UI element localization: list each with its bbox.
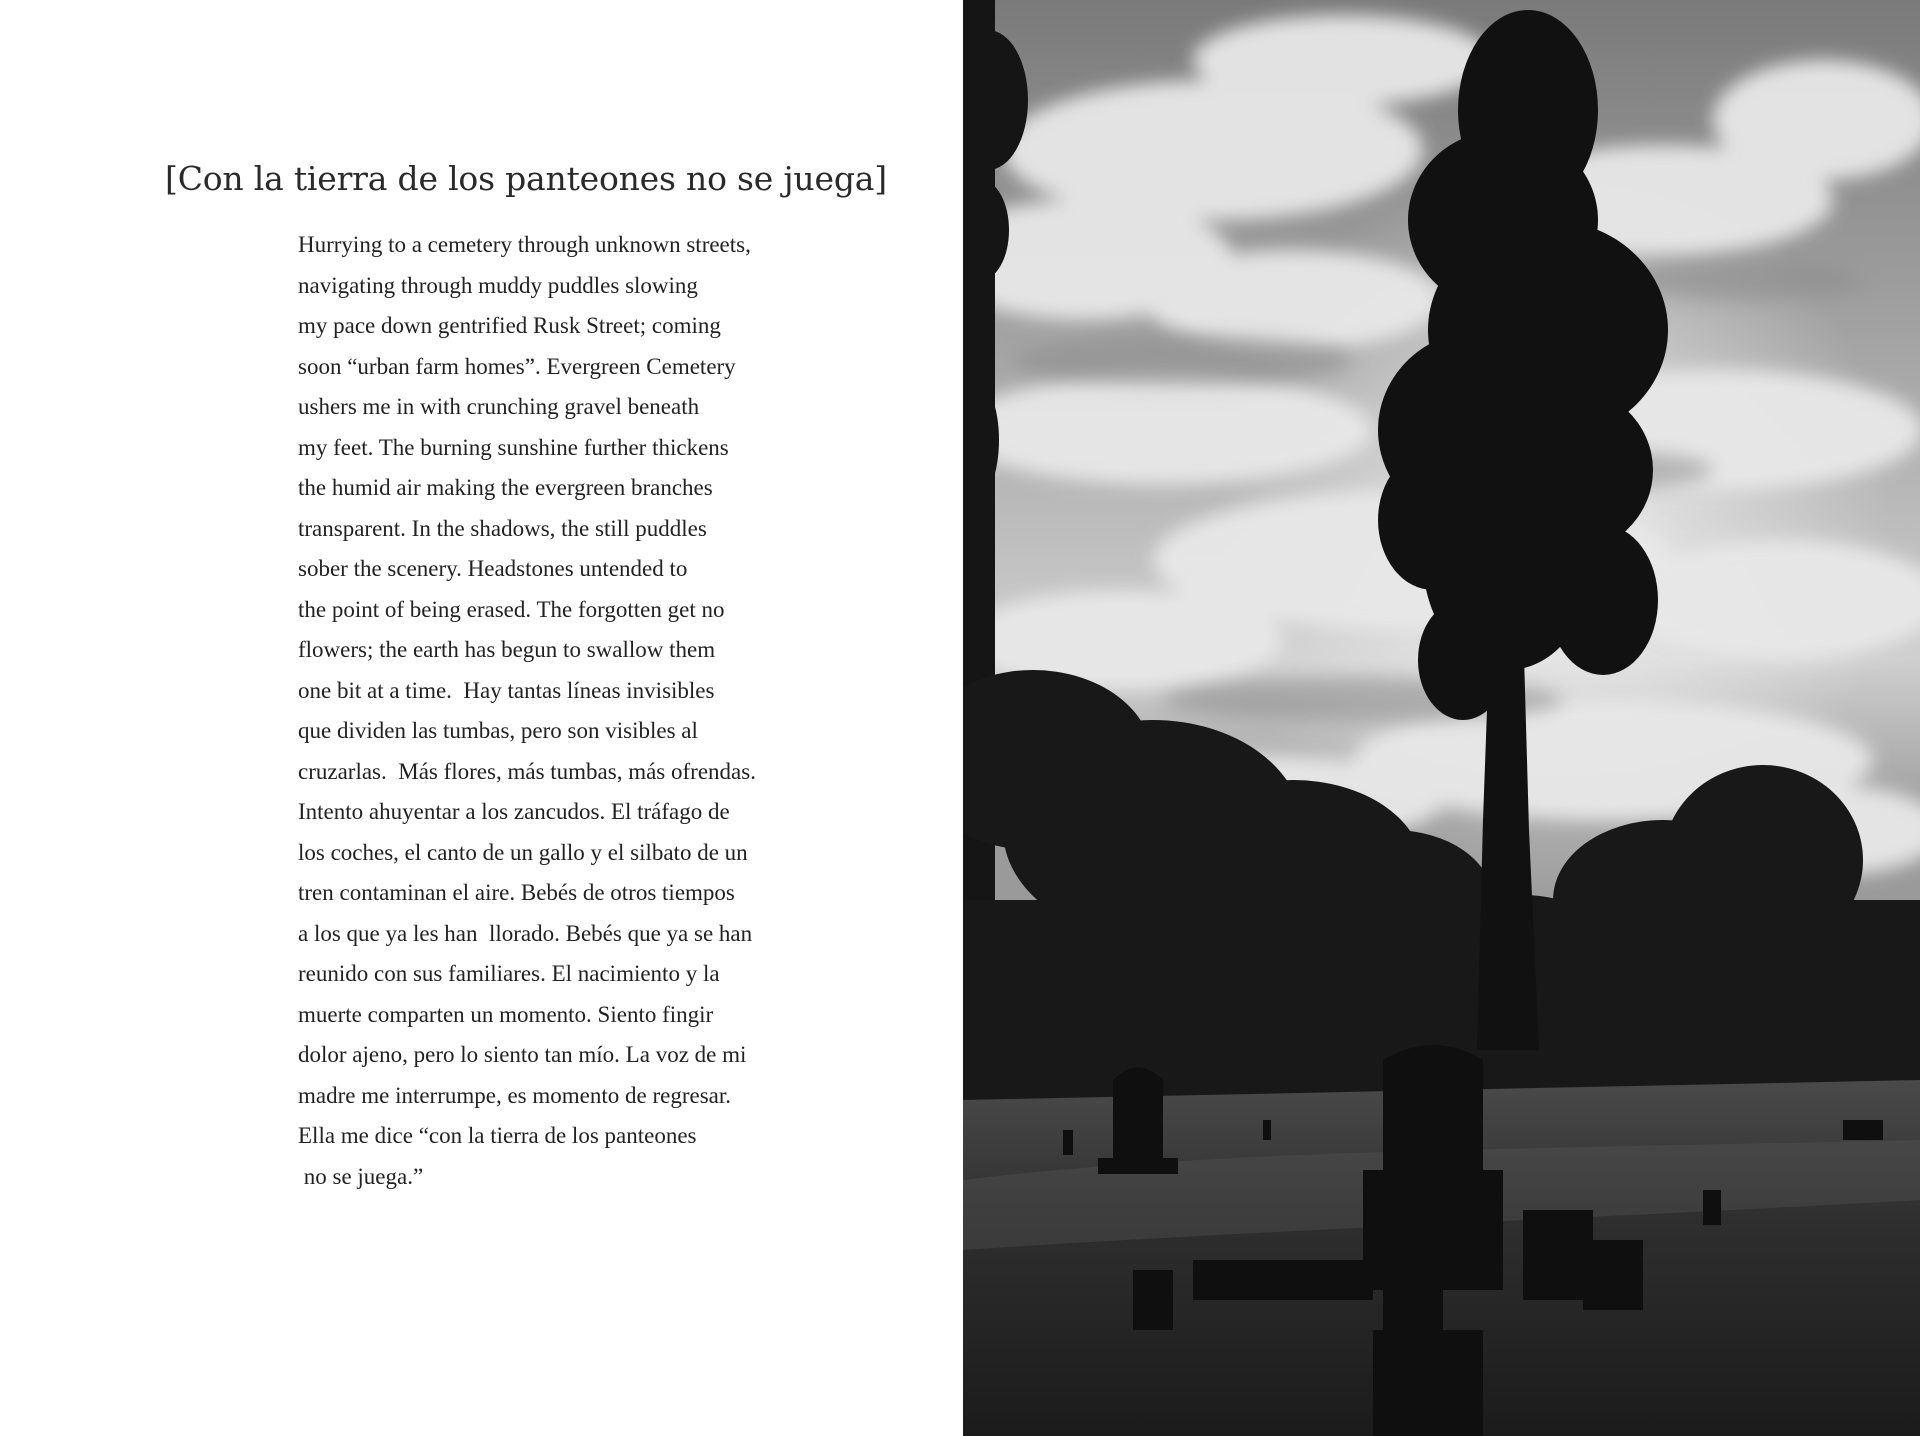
- poem-line: Ella me dice “con la tierra de los panteones: [298, 1123, 697, 1148]
- poem-line: cruzarlas. Más flores, más tumbas, más ofrendas.: [298, 758, 756, 784]
- poem-line: tren contaminan el aire. Bebés de otros tiempos: [298, 880, 735, 905]
- poem-line: que dividen las tumbas, pero son visibles al: [298, 718, 698, 743]
- title-text: Con la tierra de los panteones no se juega: [177, 159, 875, 198]
- title-open-bracket: [: [165, 159, 178, 198]
- poem-line: navigating through muddy puddles slowing: [298, 272, 698, 298]
- poem-title: [165, 154, 887, 204]
- poem-body: [298, 225, 756, 1197]
- poem-line: muerte comparten un momento. Siento fingir: [298, 1001, 714, 1027]
- poem-line: the point of being erased. The forgotten get no: [298, 596, 725, 622]
- poem-line: dolor ajeno, pero lo siento tan mío. La voz de mi: [298, 1042, 747, 1067]
- poem-line: no se juega.”: [298, 1163, 424, 1189]
- poem-line: my feet. The burning sunshine further thickens: [298, 434, 729, 460]
- poem-line: soon “urban farm homes”. Evergreen Cemetery: [298, 353, 736, 379]
- poem-line: sober the scenery. Headstones untended to: [298, 556, 688, 581]
- poem-line: Hurrying to a cemetery through unknown streets,: [298, 232, 751, 257]
- poem-line: madre me interrumpe, es momento de regresar.: [298, 1082, 732, 1108]
- poem-line: the humid air making the evergreen branches: [298, 475, 713, 500]
- poem-line: Intento ahuyentar a los zancudos. El tráfago de: [298, 799, 730, 824]
- poem-line: ushers me in with crunching gravel beneath: [298, 394, 700, 419]
- poem-line: transparent. In the shadows, the still puddles: [298, 515, 707, 541]
- poem-line: los coches, el canto de un gallo y el silbato de un: [298, 839, 748, 865]
- poem-line: a los que ya les han llorado. Bebés que ya se han: [298, 920, 753, 946]
- poem-line: flowers; the earth has begun to swallow them: [298, 637, 716, 662]
- poem-line: reunido con sus familiares. El nacimiento y la: [298, 961, 720, 986]
- cemetery-photo: [963, 0, 1920, 1436]
- title-close-bracket: ]: [874, 159, 887, 198]
- cemetery-photo-illustration: [963, 0, 1920, 1436]
- poem-line: one bit at a time. Hay tantas líneas invisibles: [298, 677, 715, 703]
- poem-line: my pace down gentrified Rusk Street; coming: [298, 313, 721, 338]
